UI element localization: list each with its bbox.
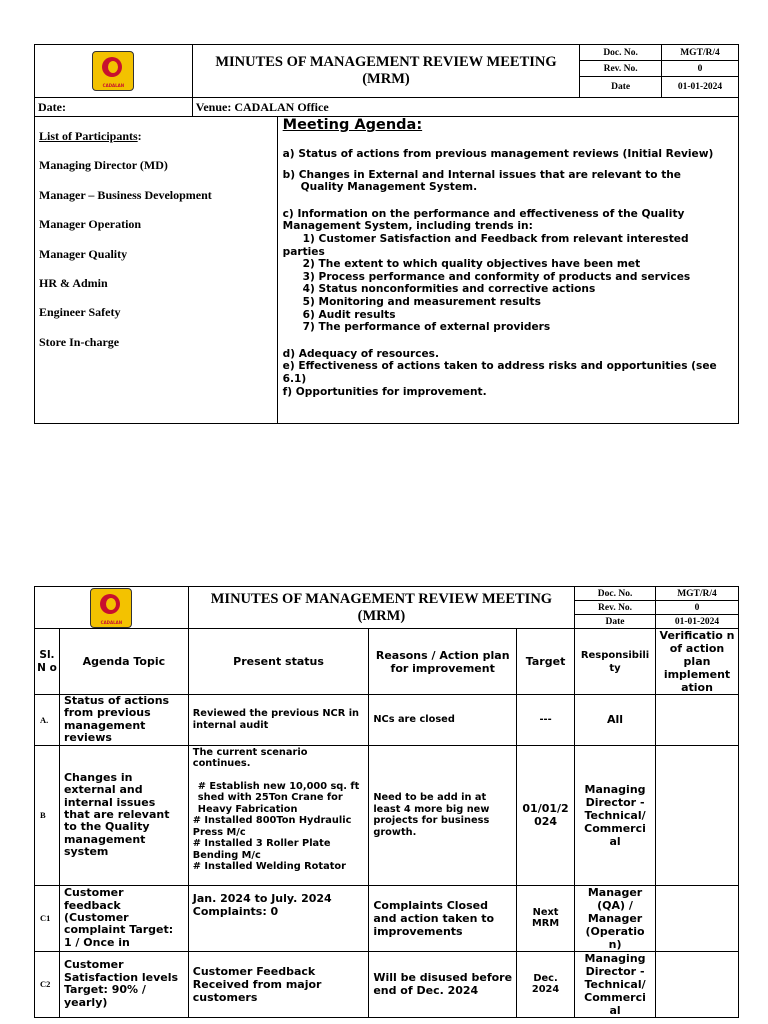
row-responsibility: Manager (QA) / Manager (Operatio n)	[575, 885, 656, 951]
row-verification	[656, 951, 739, 1017]
row-responsibility: Managing Director - Technical/ Commerci al	[575, 951, 656, 1017]
row-target: Dec. 2024	[517, 951, 575, 1017]
row-responsibility: Managing Director - Technical/ Commerci al	[575, 745, 656, 885]
row-target: 01/01/2 024	[517, 745, 575, 885]
agenda-subitem: 4) Status nonconformities and corrective actions	[302, 283, 596, 296]
participant-item: Manager – Business Development	[39, 187, 212, 202]
row-verification	[656, 885, 739, 951]
row-reasons: Will be disused before end of Dec. 2024	[369, 951, 517, 1017]
agenda-item-b: b) Changes in External and Internal issues that are relevant to the	[282, 168, 681, 181]
rev-no-label: Rev. No.	[580, 61, 662, 77]
agenda-item-e: e) Effectiveness of actions taken to address risks and opportunities (see 6.1)	[282, 360, 717, 385]
date-value: 01-01-2024	[656, 615, 739, 629]
doc-no-label: Doc. No.	[575, 587, 656, 601]
row-status: Reviewed the previous NCR in internal audit	[188, 695, 369, 746]
row-topic: Customer Satisfaction levels Target: 90% / yearly)	[59, 951, 188, 1017]
row-verification	[656, 695, 739, 746]
header-verification: Verificatio n of action plan implement ation	[656, 629, 739, 695]
agenda-item-c1-cont: parties	[282, 245, 325, 258]
participant-item: Manager Operation	[39, 217, 142, 232]
row-slno: B	[35, 745, 60, 885]
table-row	[35, 951, 739, 1017]
agenda-subitem: 5) Monitoring and measurement results	[302, 295, 541, 308]
date-label: Date	[580, 77, 662, 98]
row-topic: Changes in external and internal issues that are relevant to the Quality management system	[59, 745, 188, 885]
doc-no-value: MGT/R/4	[656, 587, 739, 601]
table-row	[35, 885, 739, 951]
row-verification	[656, 745, 739, 885]
row-responsibility: All	[575, 695, 656, 746]
participant-item: HR & Admin	[39, 275, 108, 290]
header-reasons: Reasons / Action plan for improvement	[369, 629, 517, 695]
meeting-date-label: Date:	[35, 98, 193, 117]
participants-title: List of Participants	[39, 129, 138, 143]
agenda-title: Meeting Agenda:	[282, 117, 423, 133]
agenda-subitem: 2) The extent to which quality objectives have been met	[302, 258, 641, 271]
agenda-item-c1: 1) Customer Satisfaction and Feedback from relevant interested	[302, 232, 689, 245]
header-responsibility: Responsibili ty	[575, 629, 656, 695]
doc-no-label: Doc. No.	[580, 45, 662, 61]
table-row	[35, 745, 739, 885]
agenda-item-c: c) Information on the performance and effectiveness of the Quality Management System, including trends in:	[282, 207, 685, 233]
row-slno: C1	[35, 885, 60, 951]
row-target: ---	[517, 695, 575, 746]
header-target: Target	[517, 629, 575, 695]
mrm-review-table	[34, 586, 739, 1018]
agenda-item-f: f) Opportunities for improvement.	[282, 385, 487, 398]
date-value: 01-01-2024	[662, 77, 739, 98]
agenda-subitem: 3) Process performance and conformity of products and services	[302, 270, 691, 283]
agenda-item-a: a) Status of actions from previous management reviews (Initial Review)	[282, 148, 714, 160]
row-slno: A.	[35, 695, 60, 746]
cadalan-logo: CADALAN	[90, 588, 132, 628]
participant-item: Manager Quality	[39, 246, 128, 261]
agenda-subitem: 6) Audit results	[302, 308, 396, 321]
participants-cell: List of Participants: Managing Director (MD) Manager – Business Development Manager Operation Manager Quality HR & Admin Engineer Safety Store In-charge	[35, 117, 278, 424]
rev-no-value: 0	[656, 601, 739, 615]
row-status: The current scenario continues. # Establish new 10,000 sq. ft shed with 25Ton Crane for Heavy Fabrication # Installed 800Ton Hydraulic Press M/c # Installed 3 Roller Plate Bending M/c # Installed Welding Rotator	[188, 745, 369, 885]
agenda-item-d: d) Adequacy of resources.	[282, 347, 440, 360]
date-label: Date	[575, 615, 656, 629]
meeting-venue: Venue: CADALAN Office	[192, 98, 738, 117]
logo-cell	[35, 587, 189, 629]
mrm-header-table	[34, 44, 739, 424]
header-agenda-topic: Agenda Topic	[59, 629, 188, 695]
row-topic: Customer feedback (Customer complaint Target: 1 / Once in	[59, 885, 188, 951]
cadalan-logo: CADALAN	[92, 51, 134, 91]
logo-cell	[35, 45, 193, 98]
header-present-status: Present status	[188, 629, 369, 695]
row-reasons: NCs are closed	[369, 695, 517, 746]
agenda-cell	[277, 117, 738, 424]
participant-item: Managing Director (MD)	[39, 158, 168, 173]
row-reasons: Need to be add in at least 4 more big new projects for business growth.	[369, 745, 517, 885]
participant-item: Store In-charge	[39, 334, 120, 349]
row-topic: Status of actions from previous management reviews	[59, 695, 188, 746]
participant-item: Engineer Safety	[39, 305, 121, 320]
row-status: Customer Feedback Received from major customers	[188, 951, 369, 1017]
row-slno: C2	[35, 951, 60, 1017]
document-title: MINUTES OF MANAGEMENT REVIEW MEETING (MRM)	[192, 45, 579, 98]
doc-no-value: MGT/R/4	[662, 45, 739, 61]
rev-no-label: Rev. No.	[575, 601, 656, 615]
agenda-subitem: 7) The performance of external providers	[302, 321, 551, 334]
table-row	[35, 695, 739, 746]
rev-no-value: 0	[662, 61, 739, 77]
header-slno: Sl. N o	[35, 629, 60, 695]
row-target: Next MRM	[517, 885, 575, 951]
document-title: MINUTES OF MANAGEMENT REVIEW MEETING (MRM)	[188, 587, 574, 629]
row-reasons: Complaints Closed and action taken to improvements	[369, 885, 517, 951]
row-status: Jan. 2024 to July. 2024 Complaints: 0	[188, 885, 369, 951]
agenda-item-b-cont: Quality Management System.	[300, 181, 478, 194]
